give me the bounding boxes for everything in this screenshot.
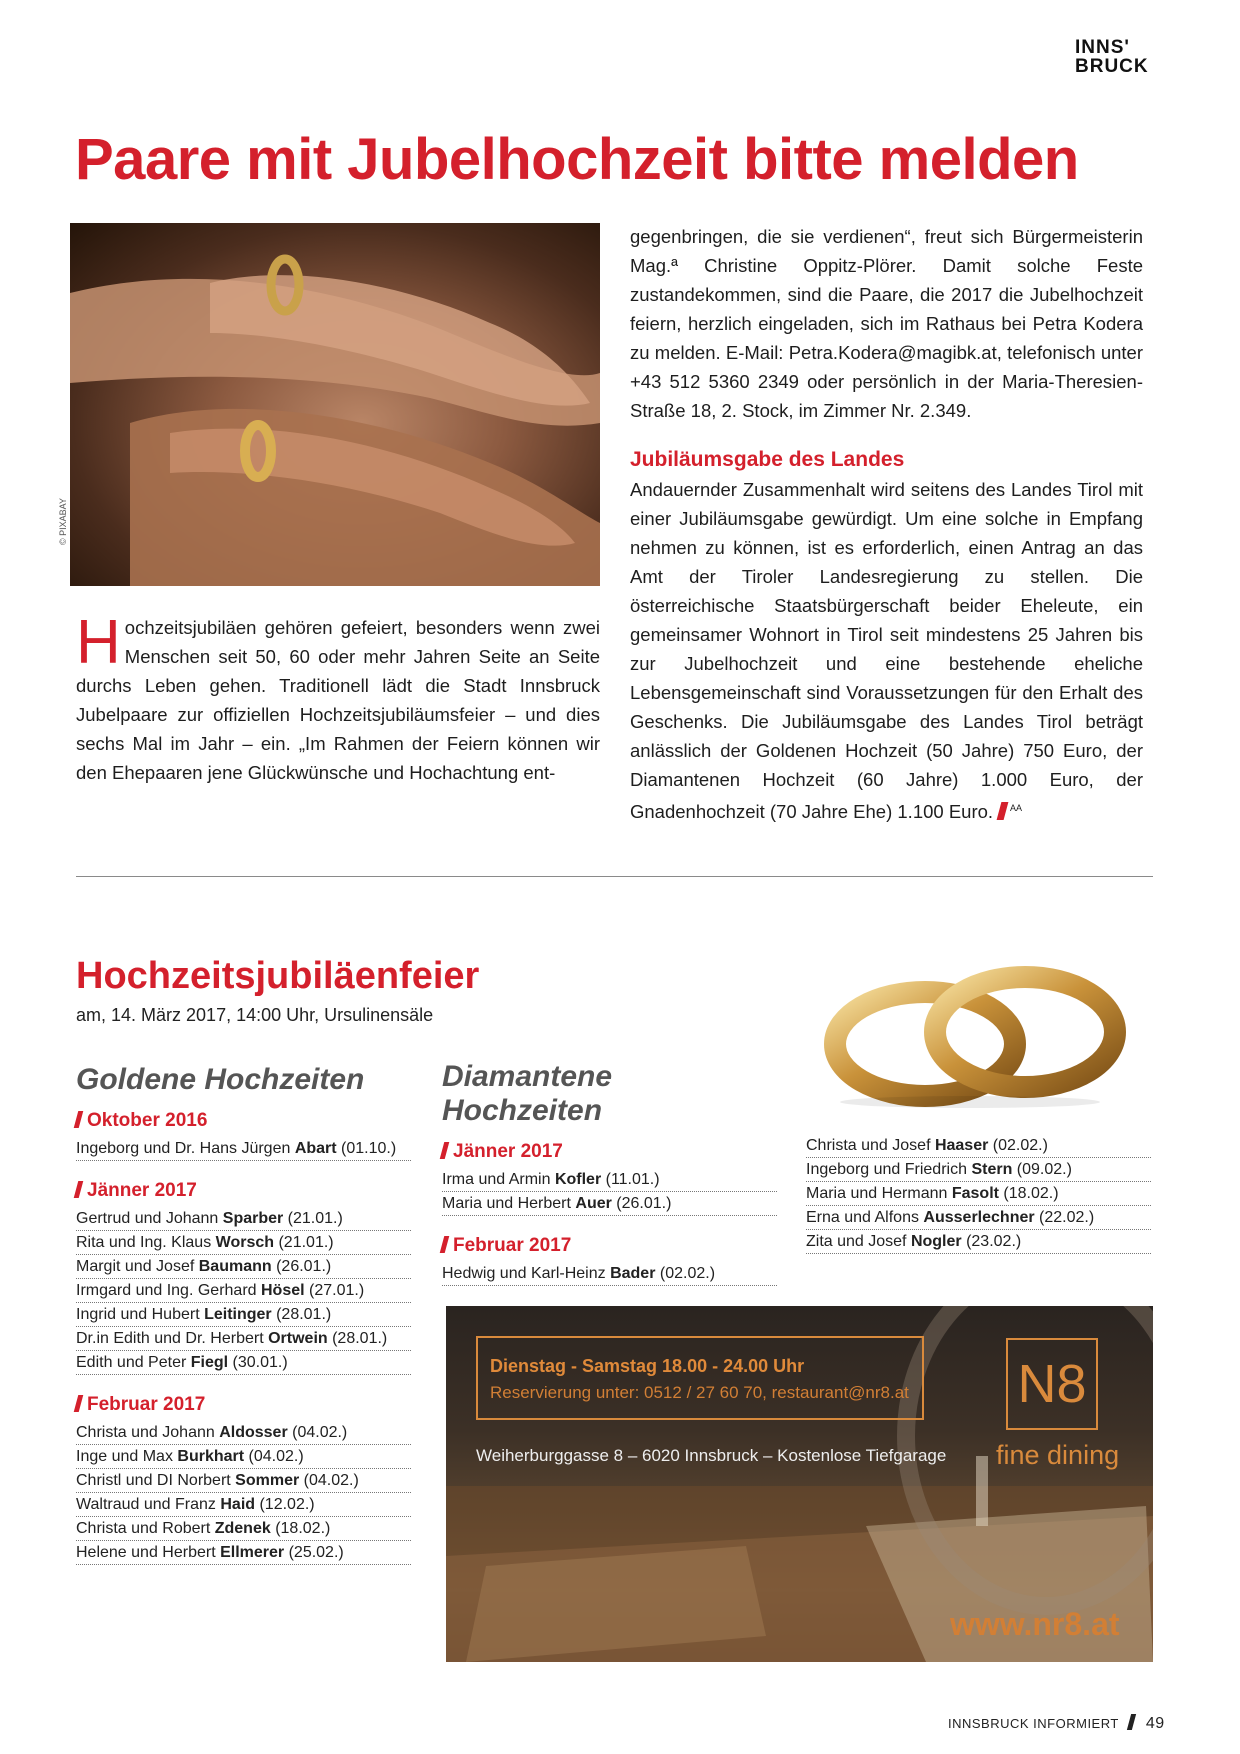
list-item <box>806 1158 1151 1182</box>
couple-surname: Stern <box>971 1161 1013 1178</box>
diamond-section <box>442 1060 777 1304</box>
anniversary-date: (26.01.) <box>611 1195 672 1212</box>
photo-credit: © PIXABAY <box>58 498 68 545</box>
month-group <box>442 1140 777 1216</box>
list-item <box>76 1517 411 1541</box>
couple-surname: Haid <box>220 1496 256 1513</box>
ad-website-link[interactable]: www.nr8.at <box>950 1606 1120 1642</box>
month-label: Februar 2017 <box>453 1235 572 1256</box>
couple-names: Christl und DI Norbert <box>76 1472 236 1489</box>
couple-surname: Ellmerer <box>220 1544 285 1561</box>
anniversary-date: (18.02.) <box>998 1185 1059 1202</box>
couple-names: Gertrud und Johann <box>76 1210 223 1227</box>
month-marker-icon <box>74 1181 84 1198</box>
month-label: Jänner 2017 <box>87 1180 197 1201</box>
couple-surname: Zdenek <box>214 1520 271 1537</box>
couple-surname: Haaser <box>934 1137 989 1154</box>
month-marker-icon <box>440 1236 450 1253</box>
article-paragraph-1-continued: gegenbringen, die sie verdienen“, freut sich Bürgermeisterin Mag.ª Christine Oppitz-Plörer. Damit solche Feste zustandekommen, sind die Paare, die 2017 die Jubelhochzeit feiern, herzlich eingeladen, sich im Rathaus bei Petra Kodera zu melden. E-Mail: Petra.Kodera@magibk.at, telefonisch unter +43 512 5360 2349 oder persönlich in der Maria-Theresien-Straße 18, 2. Stock, im Zimmer Nr. 2.349. <box>630 226 1143 421</box>
couple-names: Inge und Max <box>76 1448 178 1465</box>
anniversary-date: (21.01.) <box>283 1210 343 1227</box>
list-item <box>76 1469 411 1493</box>
list-item <box>76 1137 411 1161</box>
ad-hours-box <box>476 1336 924 1420</box>
author-signature: AA <box>1010 803 1023 813</box>
couple-surname: Burkhart <box>177 1448 245 1465</box>
list-item <box>76 1541 411 1565</box>
couple-surname: Ausserlechner <box>923 1209 1035 1226</box>
list-item <box>76 1279 411 1303</box>
couple-surname: Baumann <box>198 1258 272 1275</box>
month-group <box>76 1179 411 1375</box>
list-item <box>76 1231 411 1255</box>
brand-logo <box>1075 38 1149 76</box>
list-item <box>806 1134 1151 1158</box>
month-heading <box>76 1109 411 1133</box>
anniversary-date: (11.01.) <box>601 1171 660 1188</box>
ad-logo: N8 <box>1006 1338 1098 1430</box>
hands-photo <box>70 223 600 586</box>
couple-surname: Ortwein <box>268 1330 328 1347</box>
page-footer <box>948 1714 1165 1733</box>
month-group <box>442 1234 777 1286</box>
couple-names: Ingeborg und Friedrich <box>806 1161 972 1178</box>
month-label: Februar 2017 <box>87 1394 206 1415</box>
section-divider <box>76 876 1153 877</box>
diamond-title: Diamantene Hochzeiten <box>442 1060 613 1127</box>
couple-names: Irmgard und Ing. Gerhard <box>76 1282 261 1299</box>
anniversary-date: (25.02.) <box>284 1544 344 1561</box>
list-item <box>442 1262 777 1286</box>
couple-surname: Sparber <box>222 1210 284 1227</box>
month-group <box>76 1109 411 1161</box>
couple-surname: Kofler <box>554 1171 602 1188</box>
footer-separator-icon <box>1127 1714 1136 1730</box>
anniversary-date: (22.02.) <box>1034 1209 1095 1226</box>
diamond-list-continued <box>806 1134 1151 1254</box>
anniversary-date: (26.01.) <box>271 1258 332 1275</box>
article-paragraph-1: ochzeitsjubiläen gehören gefeiert, besonders wenn zwei Menschen seit 50, 60 oder mehr Jahren Seite an Seite durchs Leben gehen. Traditionell lädt die Stadt Innsbruck Jubelpaare zur offiziellen Hochzeitsjubiläumsfeier – und dies sechs Mal im Jahr – ein. „Im Rahmen der Feiern können wir den Ehepaaren jene Glückwünsche und Hochachtung ent- <box>76 617 600 783</box>
anniversary-date: (01.10.) <box>336 1140 397 1157</box>
couple-names: Edith und Peter <box>76 1354 191 1371</box>
couple-names: Christa und Josef <box>806 1137 935 1154</box>
anniversary-date: (21.01.) <box>274 1234 334 1251</box>
golden-title: Goldene Hochzeiten <box>76 1063 365 1096</box>
list-item <box>76 1327 411 1351</box>
couple-surname: Fasolt <box>951 1185 999 1202</box>
couple-names: Waltraud und Franz <box>76 1496 221 1513</box>
list-item <box>806 1230 1151 1254</box>
anniversary-date: (04.02.) <box>244 1448 304 1465</box>
anniversary-date: (09.02.) <box>1012 1161 1072 1178</box>
anniversary-date: (02.02.) <box>988 1137 1048 1154</box>
anniversary-date: (27.01.) <box>304 1282 365 1299</box>
list-item <box>442 1168 777 1192</box>
couple-names: Maria und Hermann <box>806 1185 952 1202</box>
article-headline: Paare mit Jubelhochzeit bitte melden <box>75 127 1079 192</box>
couple-surname: Bader <box>610 1265 656 1282</box>
couple-names: Christa und Robert <box>76 1520 215 1537</box>
ad-reservation[interactable]: Reservierung unter: 0512 / 27 60 70, restaurant@nr8.at <box>490 1383 909 1402</box>
couple-names: Hedwig und Karl-Heinz <box>442 1265 611 1282</box>
couple-surname: Hösel <box>260 1282 305 1299</box>
end-mark-icon <box>997 802 1009 820</box>
footer-publication: INNSBRUCK INFORMIERT <box>948 1716 1119 1731</box>
anniversary-date: (30.01.) <box>228 1354 288 1371</box>
couple-names: Erna und Alfons <box>806 1209 924 1226</box>
article-column-2 <box>630 222 1143 826</box>
couple-names: Helene und Herbert <box>76 1544 221 1561</box>
couple-surname: Abart <box>294 1140 337 1157</box>
anniversary-date: (12.02.) <box>255 1496 315 1513</box>
page-number: 49 <box>1145 1715 1165 1732</box>
anniversary-date: (04.02.) <box>287 1424 348 1441</box>
anniversary-date: (18.02.) <box>270 1520 331 1537</box>
couple-names: Dr.in Edith und Dr. Herbert <box>76 1330 269 1347</box>
wedding-rings-image <box>820 962 1140 1112</box>
list-item <box>76 1207 411 1231</box>
feier-subtitle: am, 14. März 2017, 14:00 Uhr, Ursulinensäle <box>76 1005 434 1025</box>
diamond-list <box>442 1140 777 1286</box>
golden-list <box>76 1109 411 1565</box>
list-item <box>76 1255 411 1279</box>
month-marker-icon <box>74 1395 84 1412</box>
ad-address: Weiherburggasse 8 – 6020 Innsbruck – Kostenlose Tiefgarage <box>476 1446 947 1465</box>
anniversary-date: (02.02.) <box>655 1265 716 1282</box>
couple-surname: Auer <box>575 1195 612 1212</box>
list-item <box>806 1182 1151 1206</box>
month-marker-icon <box>74 1111 84 1128</box>
list-item <box>76 1493 411 1517</box>
month-heading <box>76 1393 411 1417</box>
dropcap: H <box>76 608 121 677</box>
couple-surname: Fiegl <box>190 1354 229 1371</box>
couple-names: Ingrid und Hubert <box>76 1306 205 1323</box>
couple-names: Ingeborg und Dr. Hans Jürgen <box>76 1140 295 1157</box>
list-item <box>76 1303 411 1327</box>
couple-surname: Aldosser <box>219 1424 288 1441</box>
month-group <box>76 1393 411 1565</box>
list-item <box>442 1192 777 1216</box>
anniversary-date: (04.02.) <box>299 1472 359 1489</box>
brand-logo-line2: BRUCK <box>1075 56 1149 77</box>
couple-names: Irma und Armin <box>442 1171 555 1188</box>
couple-names: Zita und Josef <box>806 1233 911 1250</box>
anniversary-date: (28.01.) <box>327 1330 388 1347</box>
ad-hours: Dienstag - Samstag 18.00 - 24.00 Uhr <box>490 1356 805 1376</box>
golden-section <box>76 1063 411 1583</box>
article-paragraph-2-text: Andauernder Zusammenhalt wird seitens des Landes Tirol mit einer Jubiläumsgabe gewürdigt. Um eine solche in Empfang nehmen zu können, ist es erforderlich, einen Antrag an das Amt der Tiroler Landesregierung zu stellen. Die österreichische Staatsbürgerschaft beider Eheleute, ein gemeinsamer Wohnort in Tirol seit mindestens 25 Jahren bis zur Jubelhochzeit und eine bestehende eheliche Lebensgemeinschaft sind Voraussetzungen für den Erhalt des Geschenks. Die Jubiläumsgabe des Landes Tirol beträgt anlässlich der Goldenen Hochzeit (50 Jahre) 750 Euro, der Diamantenen Hochzeit (60 Jahre) 1.000 Euro, der Gnadenhochzeit (70 Jahre Ehe) 1.100 Euro. <box>630 479 1143 823</box>
couple-surname: Worsch <box>215 1234 275 1251</box>
ad-tagline: fine dining <box>996 1440 1120 1470</box>
list-item <box>76 1421 411 1445</box>
month-heading <box>442 1140 777 1164</box>
article-paragraph-2 <box>630 475 1143 826</box>
month-label: Oktober 2016 <box>87 1110 208 1131</box>
month-marker-icon <box>440 1142 450 1159</box>
couple-names: Maria und Herbert <box>442 1195 576 1212</box>
feier-title: Hochzeitsjubiläenfeier <box>76 955 480 997</box>
couple-surname: Nogler <box>910 1233 962 1250</box>
article-column-1 <box>76 608 600 787</box>
list-item <box>76 1351 411 1375</box>
couple-names: Margit und Josef <box>76 1258 199 1275</box>
month-label: Jänner 2017 <box>453 1141 563 1162</box>
couple-surname: Leitinger <box>204 1306 272 1323</box>
hands-illustration <box>70 223 600 586</box>
anniversary-date: (23.02.) <box>961 1233 1022 1250</box>
list-item <box>76 1445 411 1469</box>
couple-names: Christa und Johann <box>76 1424 220 1441</box>
article-subhead: Jubiläumsgabe des Landes <box>630 448 905 471</box>
list-item <box>806 1206 1151 1230</box>
rings-icon <box>820 962 1140 1112</box>
month-heading <box>442 1234 777 1258</box>
couple-surname: Sommer <box>235 1472 300 1489</box>
brand-logo-line1: INNS' <box>1075 37 1130 58</box>
anniversary-date: (28.01.) <box>271 1306 332 1323</box>
month-heading <box>76 1179 411 1203</box>
couple-names: Rita und Ing. Klaus <box>76 1234 216 1251</box>
